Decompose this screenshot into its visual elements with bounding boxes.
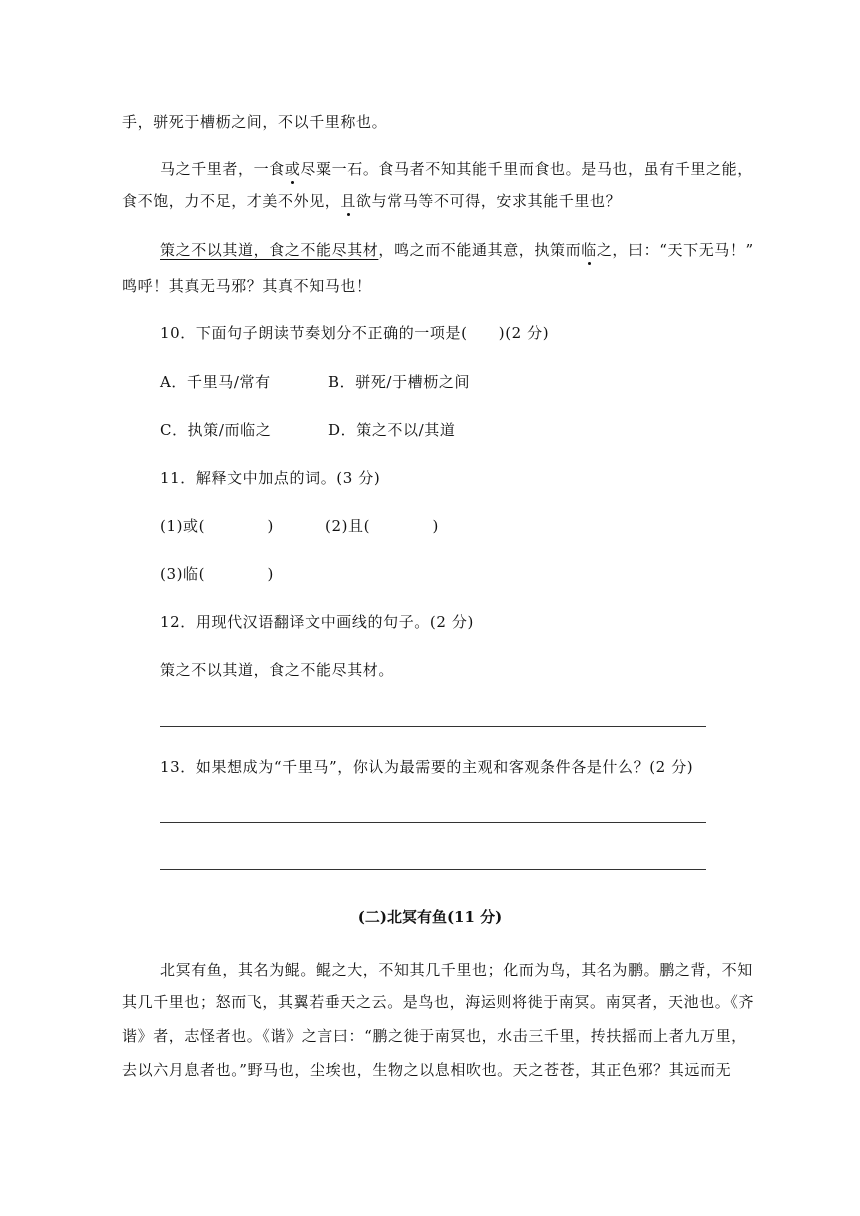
passage-line [122,276,372,296]
passage-text: 鸣呼！其真无马邪？其真不知马也！ [122,277,372,295]
dotted-word: 或 [284,160,301,178]
blank-item-3: (3)临( ) [160,565,274,583]
question-13-stem: 13．如果想成为“千里马”，你认为最需要的主观和客观条件各是什么？(2 分) [160,758,694,776]
passage-line [160,159,753,179]
passage-line [160,240,754,260]
translate-sentence: 策之不以其道，食之不能尽其材。 [160,661,395,679]
passage-text: 食不饱，力不足，才美不外见， [122,192,341,210]
passage-line: 其几千里也；怒而飞，其翼若垂天之云。是鸟也，海运则将徙于南冥。南冥者，天池也。《齐 [122,993,755,1011]
option-d: D．策之不以/其道 [328,421,456,439]
passage-line: 谐》者，志怪者也。《谐》之言曰：“鹏之徙于南冥也，水击三千里，抟扶摇而上者九万里， [122,1027,747,1045]
question-12-stem: 12．用现代汉语翻译文中画线的句子。(2 分) [160,613,474,631]
passage-text: 尽粟一石。食马者不知其能千里而食也。是马也，虽有千里之能， [300,160,753,178]
answer-line [160,726,706,727]
question-10-stem: 10．下面句子朗读节奏划分不正确的一项是( )(2 分) [160,324,550,342]
underlined-sentence: 策之不以其道，食之不能尽其材 [160,241,379,259]
passage-line: 北冥有鱼，其名为鲲。鲲之大，不知其几千里也；化而为鸟，其名为鹏。鹏之背，不知 [160,961,753,979]
passage-line: 去以六月息者也。”野马也，尘埃也，生物之以息相吹也。天之苍苍，其正色邪？其远而无 [122,1061,732,1079]
passage-text: ，鸣之而不能通其意，执策而 [378,241,582,259]
passage-line [122,191,621,211]
passage-line [122,112,387,132]
passage-text: 手，骈死于槽枥之间，不以千里称也。 [122,113,388,131]
passage-text: 之，曰：“天下无马！” [596,241,754,259]
dotted-word: 且 [340,192,357,210]
passage-text: 欲与常马等不可得，安求其能千里也？ [356,192,622,210]
blank-item-1: (1)或( ) [160,517,274,535]
passage-text: 马之千里者，一食 [160,160,285,178]
answer-line [160,869,706,870]
dotted-word: 临 [581,241,597,259]
answer-line [160,822,706,823]
blank-item-2: (2)且( ) [325,517,439,535]
section-heading: (二)北冥有鱼(11 分) [357,908,503,926]
question-11-stem: 11．解释文中加点的词。(3 分) [160,469,381,487]
option-a: A．千里马/常有 [160,373,271,391]
option-c: C．执策/而临之 [160,421,272,439]
option-b: B．骈死/于槽枥之间 [328,373,471,391]
